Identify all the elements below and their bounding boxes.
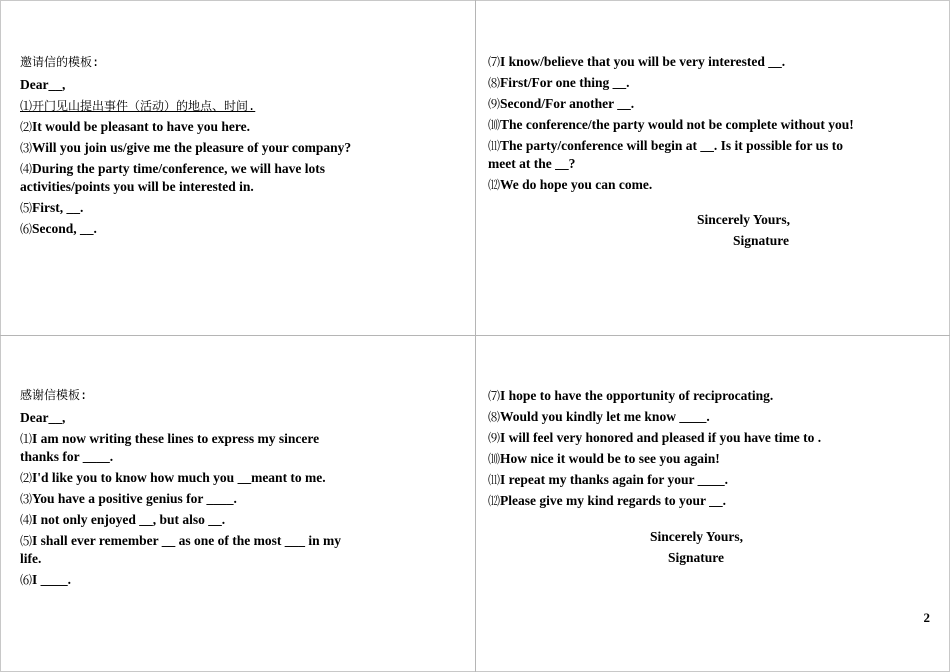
thanks-template-part2 (488, 387, 928, 513)
vertical-divider (475, 0, 476, 672)
template-line: ⑶Will you join us/give me the pleasure of your company? (20, 140, 352, 155)
template-line: ⑹Second, __. (20, 221, 97, 236)
template-line: ⑿Please give my kind regards to your __. (488, 493, 727, 508)
thanks-title: 感谢信模板: (20, 388, 88, 402)
template-line: ⑽The conference/the party would not be complete without you! (488, 117, 854, 132)
template-line: ⑷I not only enjoyed __, but also __. (20, 512, 226, 527)
template-line: ⑻Would you kindly let me know ____. (488, 409, 710, 424)
template-line: ⑴开门见山提出事件（活动）的地点、时间. (20, 99, 256, 113)
page-number: 2 (923, 610, 930, 625)
invitation-closing: Sincerely Yours, (697, 212, 790, 227)
invitation-template-part2 (488, 53, 928, 197)
thanks-signature: Signature (668, 550, 725, 565)
thanks-closing: Sincerely Yours, (650, 529, 743, 544)
template-line: ⑵I'd like you to know how much you __meant to me. (20, 470, 326, 485)
template-line: ⑶You have a positive genius for ____. (20, 491, 237, 506)
template-line: ⑼I will feel very honored and pleased if you have time to . (488, 430, 822, 445)
invitation-template-part1 (20, 54, 460, 241)
template-line: ⑻First/For one thing __. (488, 75, 630, 90)
template-line: ⑾I repeat my thanks again for your ____. (488, 472, 729, 487)
template-line: ⑷During the party time/conference, we will have lots activities/points you will be interested in. (20, 161, 325, 194)
invitation-signature: Signature (733, 233, 790, 248)
template-line: ⑼Second/For another __. (488, 96, 635, 111)
template-line: Dear__, (20, 77, 66, 92)
template-line: ⑺I hope to have the opportunity of reciprocating. (488, 388, 774, 403)
template-line: ⑺I know/believe that you will be very interested __. (488, 54, 786, 69)
template-line: ⑿We do hope you can come. (488, 177, 653, 192)
template-line: ⑹I ____. (20, 572, 72, 587)
template-line: ⑽How nice it would be to see you again! (488, 451, 720, 466)
template-line: ⑴I am now writing these lines to express my sincere thanks for ____. (20, 431, 320, 464)
horizontal-divider (0, 335, 950, 336)
template-line: ⑵It would be pleasant to have you here. (20, 119, 251, 134)
template-line: Dear__, (20, 410, 66, 425)
invitation-title: 邀请信的模板: (20, 55, 100, 69)
thanks-template-part1 (20, 387, 460, 592)
template-line: ⑾The party/conference will begin at __. Is it possible for us to meet at the __? (488, 138, 844, 171)
template-line: ⑸First, __. (20, 200, 84, 215)
template-line: ⑸I shall ever remember __ as one of the most ___ in my life. (20, 533, 341, 566)
